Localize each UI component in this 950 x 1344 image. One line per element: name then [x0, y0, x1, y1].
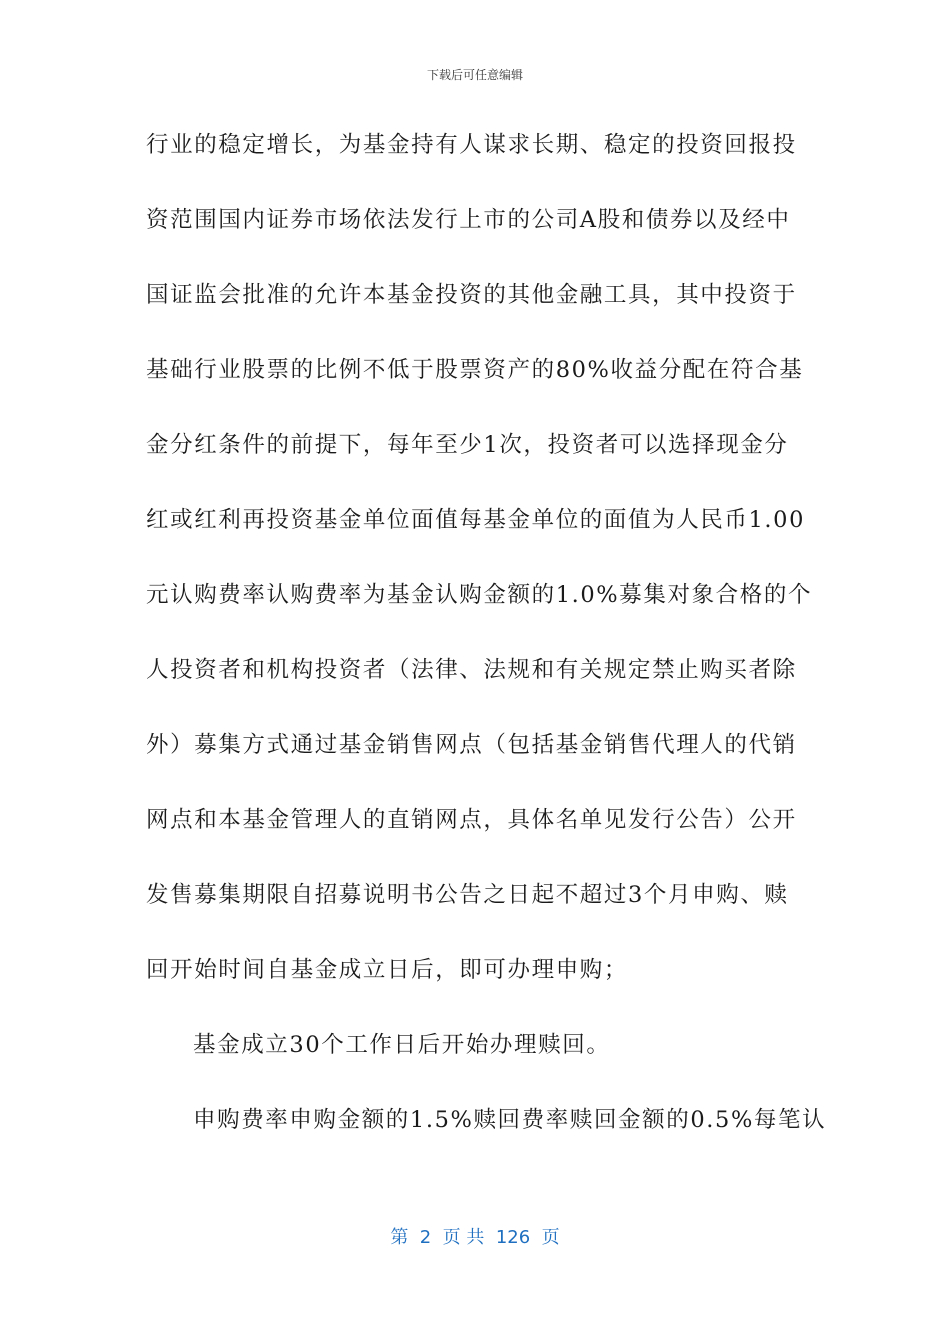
text-line: 资范围国内证券市场依法发行上市的公司A股和债券以及经中: [146, 207, 791, 233]
document-body: [146, 125, 827, 1175]
text-line: 金分红条件的前提下，每年至少1次，投资者可以选择现金分: [146, 432, 789, 458]
text-line: 人投资者和机构投资者（法律、法规和有关规定禁止购买者除: [146, 657, 797, 683]
text-line-indented: 申购费率申购金额的1.5%赎回费率赎回金额的0.5%每笔认: [193, 1107, 827, 1133]
text-line: 基础行业股票的比例不低于股票资产的80%收益分配在符合基: [146, 357, 804, 383]
page-header-note: 下载后可任意编辑: [426, 68, 523, 82]
page-number-footer: 第 2 页 共 126 页: [390, 1227, 560, 1248]
text-line: 元认购费率认购费率为基金认购金额的1.0%募集对象合格的个: [146, 582, 813, 608]
text-line: 行业的稳定增长，为基金持有人谋求长期、稳定的投资回报投: [146, 132, 797, 158]
text-line: 发售募集期限自招募说明书公告之日起不超过3个月申购、赎: [146, 882, 789, 908]
text-line-indented: 基金成立30个工作日后开始办理赎回。: [193, 1032, 611, 1058]
text-line: 外）募集方式通过基金销售网点（包括基金销售代理人的代销: [146, 732, 797, 758]
text-line: 国证监会批准的允许本基金投资的其他金融工具，其中投资于: [146, 282, 797, 308]
text-line: 红或红利再投资基金单位面值每基金单位的面值为人民币1.00: [146, 507, 805, 533]
text-line: 回开始时间自基金成立日后，即可办理申购；: [146, 957, 629, 983]
text-line: 网点和本基金管理人的直销网点，具体名单见发行公告）公开: [146, 807, 797, 833]
